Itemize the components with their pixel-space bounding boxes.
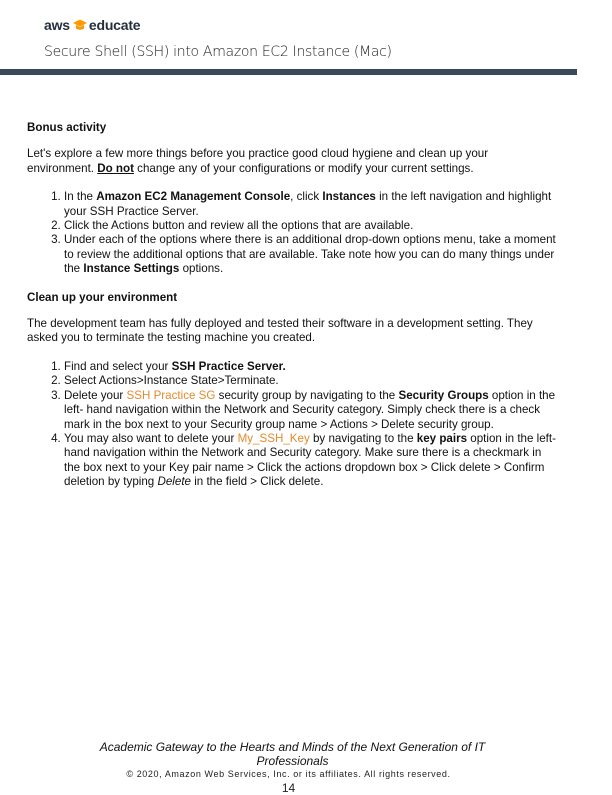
document-title: Secure Shell (SSH) into Amazon EC2 Instance (Mac): [44, 44, 392, 60]
logo-educate-text: educate: [88, 17, 141, 33]
list-item: 3. Under each of the options where there is an additional drop-down options menu, take a moment to review the additional options that are available. Take note how you can do many things under the Instance Settings options.: [64, 233, 557, 276]
main-content: [27, 121, 557, 504]
list-item: 2. Select Actions>Instance State>Terminate.: [64, 374, 557, 388]
ssh-practice-sg-ref: SSH Practice SG: [126, 388, 216, 402]
list-item: 2. Click the Actions button and review all the options that are available.: [64, 219, 557, 233]
do-not-emphasis: Do not: [97, 161, 134, 175]
cleanup-steps-list: [27, 360, 557, 490]
list-item: 1. Find and select your SSH Practice Server.: [64, 360, 557, 374]
bonus-steps-list: [27, 190, 557, 276]
cleanup-intro: The development team has fully deployed and tested their software in a development setting. They asked you to terminate the testing machine you created.: [27, 317, 533, 345]
list-item: 3. Delete your SSH Practice SG security group by navigating to the Security Groups option in the left- hand navigation within the Network and Security category. Simply check there is a check mark in the box next to your Security group name > Actions > Delete security group.: [64, 389, 557, 432]
list-item: 1. In the Amazon EC2 Management Console, click Instances in the left navigation and highlight your SSH Practice Server.: [64, 190, 557, 219]
logo-aws-text: aws: [44, 17, 70, 33]
bonus-intro-text-b: change any of your configurations or modify your current settings.: [133, 161, 474, 175]
footer-tagline: Academic Gateway to the Hearts and Minds of the Next Generation of IT Professionals: [99, 740, 486, 768]
bonus-heading: Bonus activity: [27, 121, 107, 134]
header-divider: [0, 69, 577, 75]
page-number: 14: [281, 781, 296, 795]
cleanup-heading: Clean up your environment: [27, 290, 178, 304]
educate-cap-icon: [72, 17, 88, 33]
aws-educate-logo: [44, 15, 140, 35]
bonus-intro-text-a: Let's explore a few more things before you practice good cloud hygiene and clean up your environment.: [27, 147, 489, 175]
page-header: [0, 0, 612, 76]
list-item: 4. You may also want to delete your My_SSH_Key by navigating to the key pairs option in the left-hand navigation within the Network and Security category. Make sure there is a checkmark in the box next to your Key pair name > Click the actions dropdown box > Click delete > Confirm deletion by typing Delete in the field > Click delete.: [64, 432, 557, 490]
my-ssh-key-ref: My_SSH_Key: [237, 431, 310, 445]
bonus-intro: [27, 147, 557, 176]
footer-copyright: © 2020, Amazon Web Services, Inc. or its affiliates. All rights reserved.: [126, 769, 451, 779]
